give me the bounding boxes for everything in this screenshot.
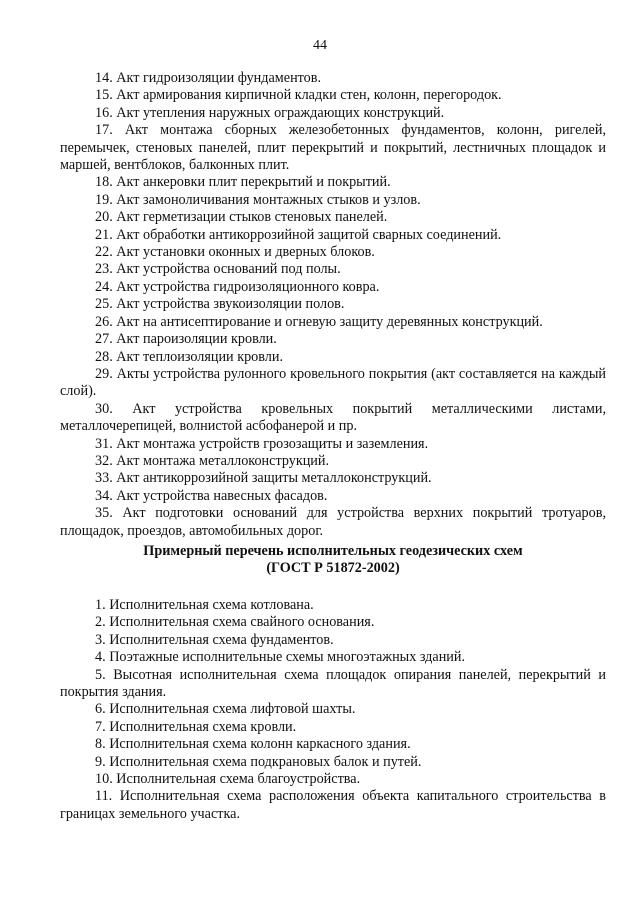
section-heading [60,543,606,578]
list-item: 30. Акт устройства кровельных покрытий металлическими листами, металлочерепицей, волнистой асбофанерой и пр. [60,400,606,435]
schemes-list [60,597,606,823]
list-item: 25. Акт устройства звукоизоляции полов. [95,296,345,313]
list-item: 34. Акт устройства навесных фасадов. [95,487,328,504]
list-item: 4. Поэтажные исполнительные схемы многоэтажных зданий. [95,649,466,666]
acts-list [60,70,606,540]
list-item: 22. Акт установки оконных и дверных блоков. [95,244,375,261]
list-item: 11. Исполнительная схема расположения объекта капитального строительства в границах земельного участка. [60,788,606,822]
list-item: 8. Исполнительная схема колонн каркасного здания. [95,736,411,753]
list-item: 7. Исполнительная схема кровли. [95,718,297,735]
list-item: 31. Акт монтажа устройств грозозащиты и заземления. [95,435,429,452]
list-item: 26. Акт на антисептирование и огневую защиту деревянных конструкций. [95,313,543,330]
list-item: 33. Акт антикоррозийной защиты металлоконструкций. [95,470,432,487]
list-item: 35. Акт подготовки оснований для устройства верхних покрытий тротуаров, площадок, проездов, автомобильных дорог. [60,505,606,539]
list-item: 28. Акт теплоизоляции кровли. [95,348,284,365]
list-item: 19. Акт замоноличивания монтажных стыков и узлов. [95,191,421,208]
list-item: 17. Акт монтажа сборных железобетонных фундаментов, колонн, ригелей, перемычек, стеновых панелей, плит перекрытий и покрытий, лестничных площадок и маршей, вентблоков, балконных плит. [60,122,606,174]
list-item: 32. Акт монтажа металлоконструкций. [95,452,330,469]
list-item: 6. Исполнительная схема лифтовой шахты. [95,701,356,718]
list-item: 1. Исполнительная схема котлована. [95,597,314,613]
list-item: 3. Исполнительная схема фундаментов. [95,631,334,648]
page-number: 44 [313,38,327,53]
section-heading-title: Примерный перечень исполнительных геодезических схем [143,543,523,559]
list-item: 16. Акт утепления наружных ограждающих конструкций. [95,104,445,121]
list-item: 20. Акт герметизации стыков стеновых панелей. [95,209,388,226]
list-item: 24. Акт устройства гидроизоляционного ковра. [95,278,380,295]
list-item: 18. Акт анкеровки плит перекрытий и покрытий. [95,174,391,191]
list-item: 29. Акты устройства рулонного кровельного покрытия (акт составляется на каждый слой). [60,365,606,400]
list-item: 15. Акт армирования кирпичной кладки стен, колонн, перегородок. [95,87,502,104]
list-item: 9. Исполнительная схема подкрановых балок и путей. [95,753,422,770]
list-item: 14. Акт гидроизоляции фундаментов. [95,70,322,86]
list-item: 27. Акт пароизоляции кровли. [95,331,277,348]
list-item: 21. Акт обработки антикоррозийной защитой сварных соединений. [95,226,502,243]
section-heading-standard: (ГОСТ Р 51872-2002) [266,560,400,577]
list-item: 5. Высотная исполнительная схема площадок опирания панелей, перекрытий и покрытия здания. [60,666,606,701]
list-item: 23. Акт устройства оснований под полы. [95,261,341,278]
list-item: 10. Исполнительная схема благоустройства. [95,771,361,788]
list-item: 2. Исполнительная схема свайного основания. [95,614,375,631]
